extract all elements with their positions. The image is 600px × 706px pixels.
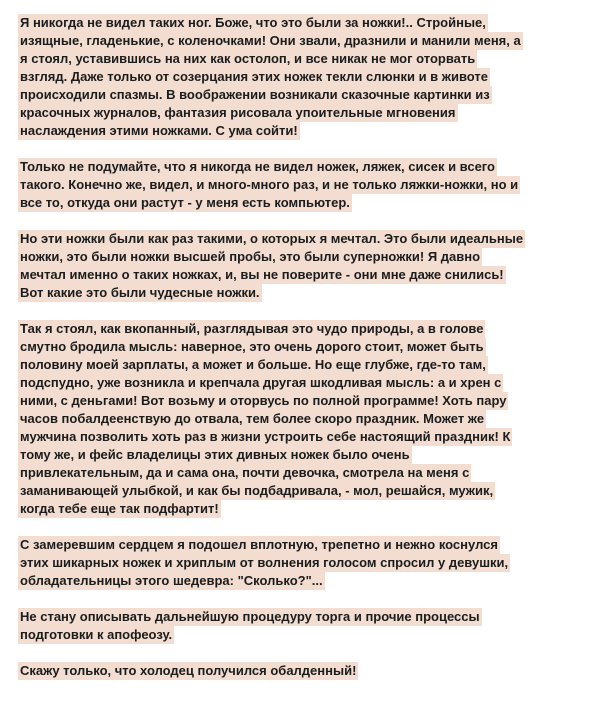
text-line-content: подспудно, уже возникла и крепчала другая шкодливая мысль: а и хрен с [20,375,502,390]
text-line-content: Вот какие это были чудесные ножки. [20,285,260,300]
paragraph-7 [18,662,592,680]
paragraph-1 [18,14,592,140]
text-line [18,464,592,482]
text-line-content: все то, откуда они растут - у меня есть компьютер. [20,195,350,210]
text-line-content: этих шикарных ножек и хриплым от волнения голосом спросил у девушки, [20,555,509,570]
text-line-content: такого. Конечно же, видел, и много-много раз, и не только ляжки-ножки, но и [20,177,519,192]
text-line [18,86,592,104]
text-line-content: подготовки к апофеозу. [20,627,173,642]
text-line [18,50,592,68]
text-line [18,374,592,392]
text-line-content: смутно бродила мысль: наверное, это очень дорого стоит, может быть [20,339,484,354]
paragraph-4 [18,320,592,518]
text-line-content: ними, с деньгами! Вот возьму и оторвусь по полной программе! Хоть пару [20,393,507,408]
text-line [18,662,592,680]
text-line [18,248,592,266]
paragraph-6 [18,608,592,644]
text-line-content: Скажу только, что холодец получился обалденный! [20,663,357,678]
text-line-content: мечтал именно о таких ножках, и, вы не поверите - они мне даже снились! [20,267,504,282]
text-line-content: Так я стоял, как вкопанный, разглядывая это чудо природы, а в голове [20,321,484,336]
text-line [18,536,592,554]
text-line-content: когда тебе еще так подфартит! [20,501,219,516]
text-line [18,266,592,284]
text-line [18,482,592,500]
text-line [18,500,592,518]
text-line [18,392,592,410]
text-line-content: красочных журналов, фантазия рисовала упоительные мгновения [20,105,456,120]
text-line [18,104,592,122]
paragraph-2 [18,158,592,212]
text-line-content: С замеревшим сердцем я подошел вплотную, трепетно и нежно коснулся [20,537,498,552]
paragraph-3 [18,230,592,302]
text-line [18,284,592,302]
text-line-content: обладательницы этого шедевра: "Сколько?"... [20,573,323,588]
text-line [18,68,592,86]
text-line-content: мужчина позволить хоть раз в жизни устроить себе настоящий праздник! К [20,429,511,444]
text-line-content: Только не подумайте, что я никогда не видел ножек, ляжек, сисек и всего [20,159,495,174]
text-line [18,158,592,176]
text-line-content: происходили спазмы. В воображении возникали сказочные картинки из [20,87,490,102]
text-line-content: привлекательным, да и сама она, почти девочка, смотрела на меня с [20,465,470,480]
text-line [18,410,592,428]
text-line [18,338,592,356]
text-line [18,446,592,464]
text-line-content: Не стану описывать дальнейшую процедуру торга и прочие процессы [20,609,480,624]
paragraph-5 [18,536,592,590]
text-line [18,320,592,338]
text-line [18,14,592,32]
text-line [18,572,592,590]
text-line [18,122,592,140]
text-line [18,32,592,50]
text-line-content: Но эти ножки были как раз такими, о которых я мечтал. Это были идеальные [20,231,524,246]
text-line [18,230,592,248]
text-line [18,626,592,644]
text-line-content: заманивающей улыбкой, и как бы подбадривала, - мол, решайся, мужик, [20,483,494,498]
text-line-content: наслаждения этими ножками. С ума сойти! [20,123,298,138]
text-line-content: Я никогда не видел таких ног. Боже, что это были за ножки!.. Стройные, [20,15,486,30]
text-line-content: часов побалдеенствую до отвала, тем более скоро праздник. Может же [20,411,485,426]
text-line-content: тому же, и фейс владелицы этих дивных ножек было очень [20,447,410,462]
text-line-content: ножки, это были ножки высшей пробы, это были суперножки! Я давно [20,249,481,264]
text-line [18,554,592,572]
text-line-content: изящные, гладенькие, с коленочками! Они звали, дразнили и манили меня, а [20,33,521,48]
text-line [18,194,592,212]
story-text [18,14,592,698]
text-line-content: половину моей зарплаты, а может и больше. Но еще глубже, где-то там, [20,357,486,372]
text-line-content: взгляд. Даже только от созерцания этих ножек текли слюнки и в животе [20,69,489,84]
text-line-content: я стоял, уставившись на них как остолоп, и все никак не мог оторвать [20,51,476,66]
text-line [18,176,592,194]
text-line [18,428,592,446]
text-line [18,356,592,374]
text-line [18,608,592,626]
